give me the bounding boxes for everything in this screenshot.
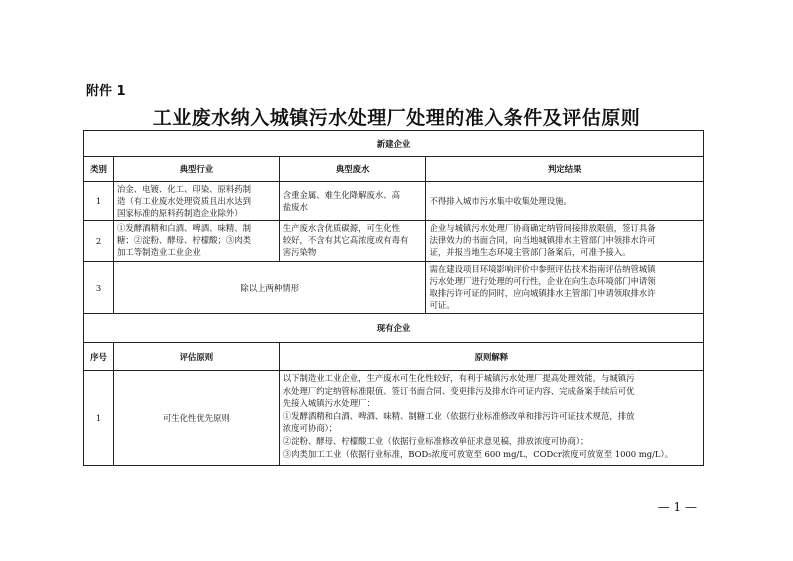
table-row bbox=[83, 371, 704, 466]
row-id: 3 bbox=[84, 262, 114, 314]
document-title: 工业废水纳入城镇污水处理厂处理的准入条件及评估原则 bbox=[152, 107, 641, 129]
page-number: — 1 — bbox=[657, 500, 697, 514]
header-explanation: 原则解释 bbox=[280, 343, 704, 371]
header-principle: 评估原则 bbox=[114, 343, 280, 371]
row-id: 2 bbox=[84, 221, 114, 262]
header-category: 类别 bbox=[84, 157, 114, 182]
table-row bbox=[83, 182, 704, 221]
table-row bbox=[83, 262, 704, 314]
merged-case-cell: 除以上两种情形 bbox=[114, 262, 426, 314]
explanation-cell: 以下制造业工业企业，生产废水可生化性较好，有利于城镇污水处理厂提高处理效能，与城镇污 水处理厂约定纳管标准限值、签订书面合同、变更排污及排水许可证内容、完成备案手续后可优 先接入城镇污水处理厂： ①发酵酒精和白酒、啤酒、味精、制糖工业（依据行业标准修改单和排污许可证技术规范，排放 浓度可协商）； ②淀粉、酵母、柠檬酸工业（依据行业标准修改单征求意见稿，排放浓度可协商）； ③肉类加工工业（依据行业标准，BOD₅浓度可放宽至 600 mg/L，CODcr浓度可放宽至 1000 mg/L）。 bbox=[280, 371, 704, 466]
industry-cell: 冶金、电镀、化工、印染、原料药制 造（有工业废水处理资质且出水达到 国家标准的原料药制造企业除外） bbox=[114, 182, 280, 221]
attachment-label: 附件 1 bbox=[86, 84, 126, 99]
wastewater-cell: 生产废水含优质碳源，可生化性 较好，不含有其它高浓度或有毒有 害污染物 bbox=[280, 221, 427, 262]
section-title-existing: 现有企业 bbox=[84, 314, 704, 343]
section-title-new: 新建企业 bbox=[84, 130, 704, 157]
wastewater-cell: 含重金属、难生化降解废水、高 盐废水 bbox=[280, 182, 427, 221]
row-id: 1 bbox=[84, 371, 114, 466]
result-cell: 不得排入城市污水集中收集处理设施。 bbox=[426, 182, 704, 221]
table-row bbox=[83, 221, 704, 262]
header-serial: 序号 bbox=[84, 343, 114, 371]
header-wastewater: 典型废水 bbox=[280, 157, 427, 182]
criteria-table bbox=[83, 130, 704, 466]
result-cell: 需在建设项目环境影响评价中参照评估技术指南评估纳管城镇 污水处理厂进行处理的可行性，企业在向生态环境部门申请领 取排污许可证的同时，应向城镇排水主管部门申请领取排水许 可证。 bbox=[426, 262, 704, 314]
row-id: 1 bbox=[84, 182, 114, 221]
header-industry: 典型行业 bbox=[114, 157, 280, 182]
principle-cell: 可生化性优先原则 bbox=[114, 371, 280, 466]
industry-cell: ①发酵酒精和白酒、啤酒、味精、制 糖；②淀粉、酵母、柠檬酸；③肉类 加工等制造业工业企业 bbox=[114, 221, 280, 262]
result-cell: 企业与城镇污水处理厂协商确定纳管间接排放限值，签订具备 法律效力的书面合同，向当地城镇排水主管部门申领排水许可 证，并报当地生态环境主管部门备案后，可准予接入。 bbox=[426, 221, 704, 262]
header-result: 判定结果 bbox=[426, 157, 704, 182]
